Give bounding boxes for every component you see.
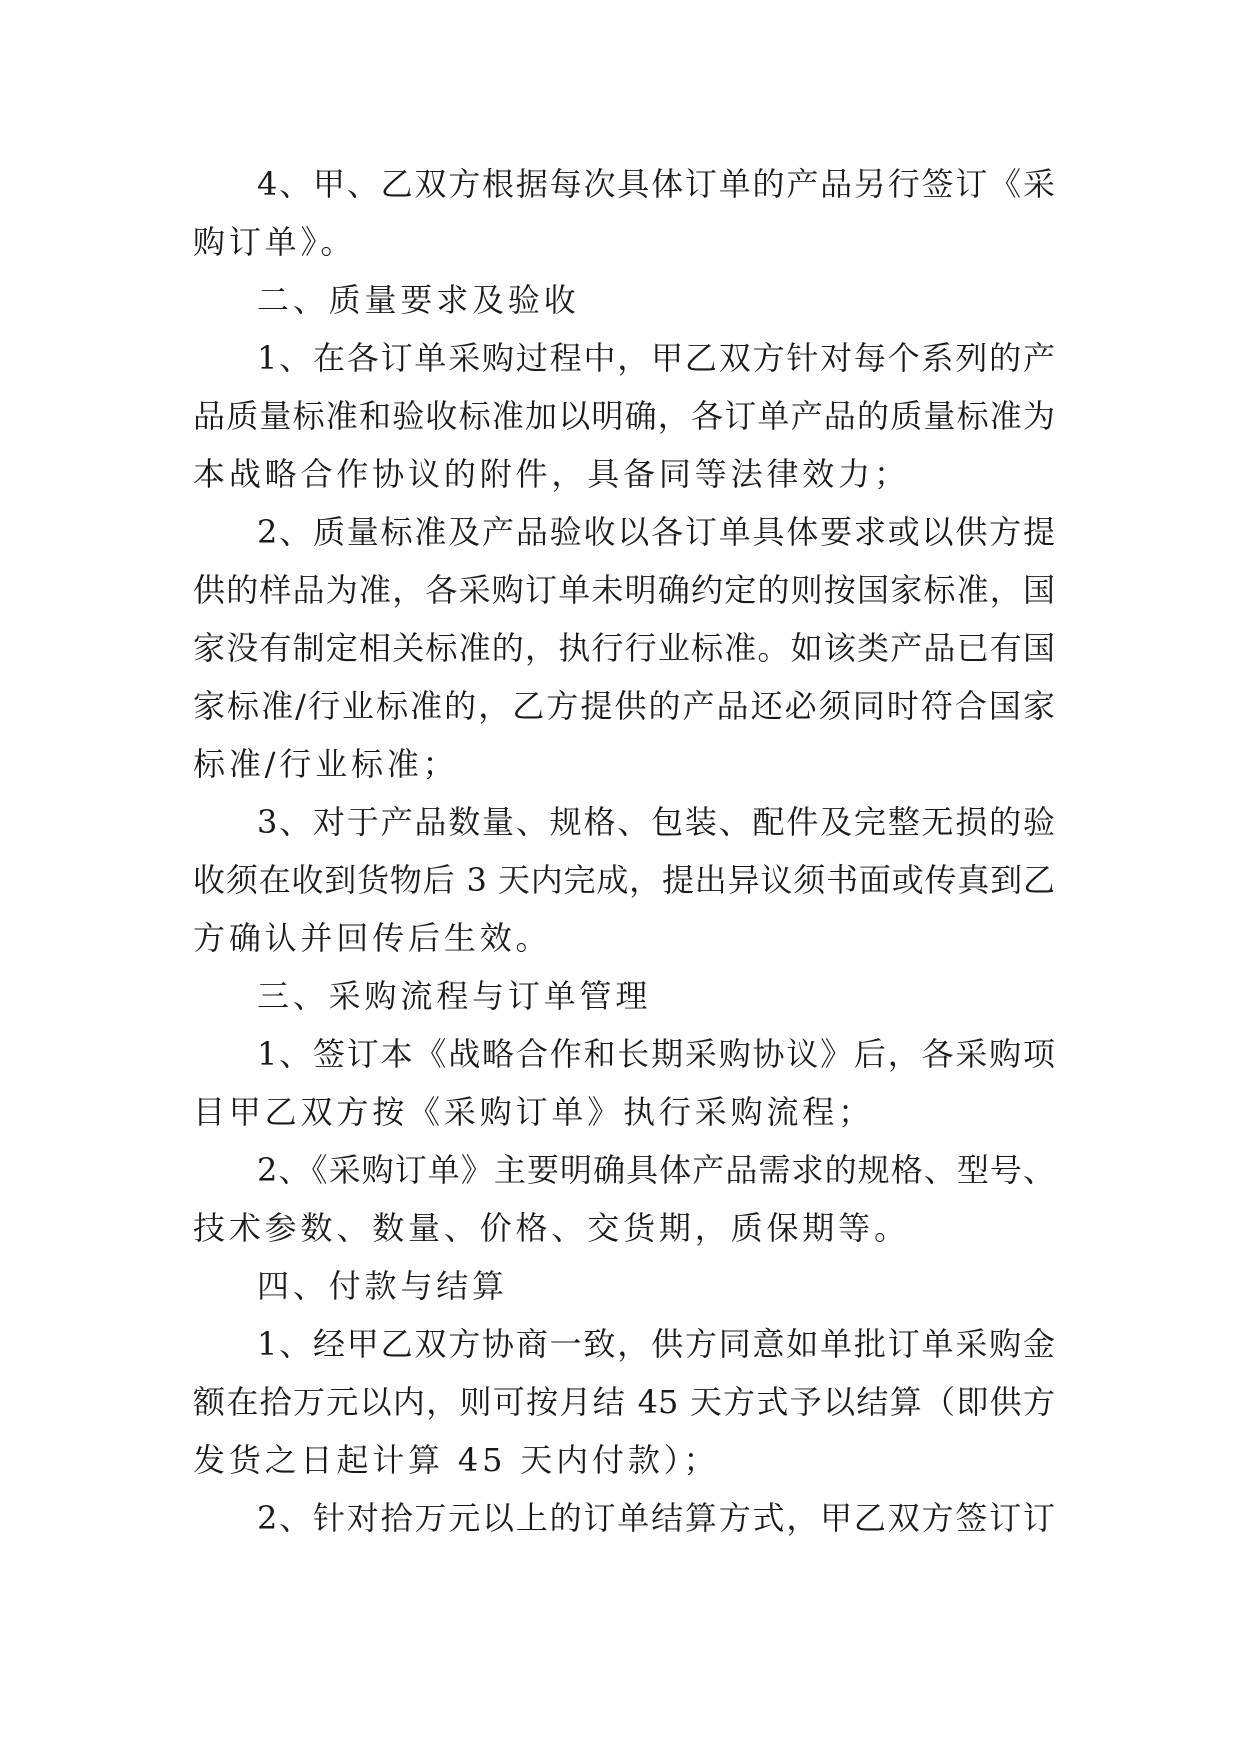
paragraph-line: 供的样品为准，各采购订单未明确约定的则按国家标准，国	[193, 571, 1055, 609]
document-page	[193, 155, 1055, 1547]
paragraph-line: 3、对于产品数量、规格、包装、配件及完整无损的验	[257, 803, 1055, 841]
section-heading: 三、采购流程与订单管理	[257, 977, 652, 1015]
paragraph-line: 额在拾万元以内，则可按月结 45 天方式予以结算（即供方	[193, 1383, 1055, 1421]
paragraph-line: 家标准/行业标准的，乙方提供的产品还必须同时符合国家	[193, 687, 1055, 725]
paragraph-line: 目甲乙双方按《采购订单》执行采购流程；	[193, 1093, 874, 1131]
paragraph-line: 技术参数、数量、价格、交货期，质保期等。	[193, 1209, 910, 1247]
paragraph-line: 品质量标准和验收标准加以明确，各订单产品的质量标准为	[193, 397, 1055, 435]
paragraph-line: 2、《采购订单》主要明确具体产品需求的规格、型号、	[257, 1151, 1055, 1189]
paragraph-line: 标准/行业标准；	[193, 745, 459, 783]
paragraph-line: 方确认并回传后生效。	[193, 919, 552, 957]
paragraph-line: 本战略合作协议的附件，具备同等法律效力；	[193, 455, 910, 493]
paragraph-line: 发货之日起计算 45 天内付款）；	[193, 1441, 720, 1479]
paragraph-line: 1、签订本《战略合作和长期采购协议》后，各采购项	[257, 1035, 1055, 1073]
paragraph-line: 4、甲、乙双方根据每次具体订单的产品另行签订《采	[257, 165, 1055, 203]
section-heading: 四、付款与结算	[257, 1267, 508, 1305]
paragraph-line: 购订单》。	[193, 223, 357, 261]
paragraph-line: 家没有制定相关标准的，执行行业标准。如该类产品已有国	[193, 629, 1055, 667]
paragraph-line: 1、经甲乙双方协商一致，供方同意如单批订单采购金	[257, 1325, 1055, 1363]
paragraph-line: 2、质量标准及产品验收以各订单具体要求或以供方提	[257, 513, 1055, 551]
section-heading: 二、质量要求及验收	[257, 281, 580, 319]
paragraph-line: 1、在各订单采购过程中，甲乙双方针对每个系列的产	[257, 339, 1055, 377]
paragraph-line: 收须在收到货物后 3 天内完成，提出异议须书面或传真到乙	[193, 861, 1055, 899]
paragraph-line: 2、针对拾万元以上的订单结算方式，甲乙双方签订订	[257, 1499, 1055, 1537]
